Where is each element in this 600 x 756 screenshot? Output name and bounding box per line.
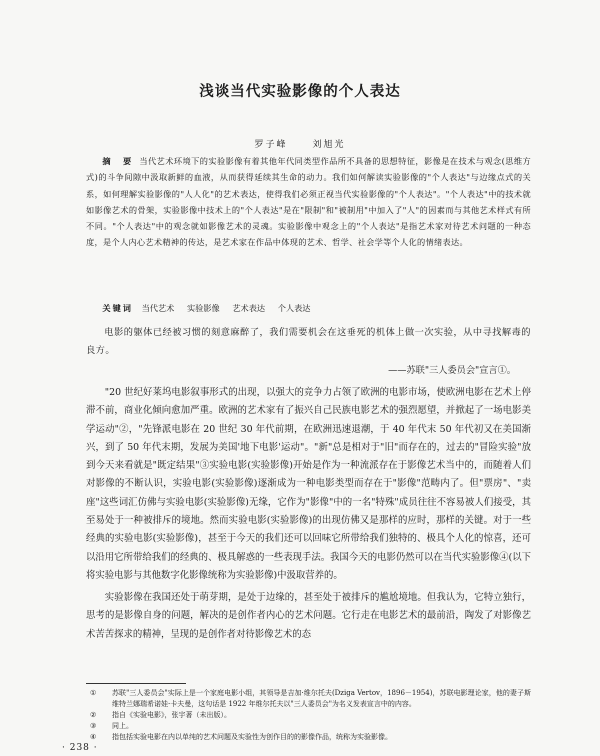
footnote xyxy=(86,732,531,743)
keywords-line xyxy=(86,300,531,316)
author-line xyxy=(0,137,600,150)
keyword: 实验影像 xyxy=(186,303,220,313)
keyword: 当代艺术 xyxy=(141,303,175,313)
footnote-divider xyxy=(86,683,186,684)
abstract-label: 摘 要 xyxy=(102,156,134,166)
footnote-text: 指自《实验电影》，张宇著（未出版）。 xyxy=(112,711,231,719)
footnote-mark: ③ xyxy=(90,722,97,730)
author-name: 刘旭光 xyxy=(312,140,346,150)
keywords-label: 关键词 xyxy=(102,303,133,313)
keyword: 艺术表达 xyxy=(232,303,266,313)
body-paragraph: 实验影像在我国还处于萌芽期，是处于边缘的，甚至处于被排斥的尴尬境地。但我认为，它特立独行，思考的是影像自身的问题，解决的是创作者内心的艺术问题。它行走在电影艺术的最前沿，陶发了对影像艺术苦苦探求的精神，呈现的是创作者对待影像艺术的态 xyxy=(86,592,531,640)
body-paragraph: "20 世纪好莱坞电影叙事形式的出现，以强大的竞争力占领了欧洲的电影市场，使欧洲电影在艺术上停滞不前，商业化倾向愈加严重。欧洲的艺术家有了振兴自己民族电影艺术的强烈愿望，并掀起了一场电影美学运动"②，"先锋派电影在 20 世纪 30 年代前期，在欧洲迅速退潮，于 40 年代末 50 年代初又在美国渐兴，到了 50 年代末期，发展为美国'地下电影'运动"。"新"总是相对于"旧"而存在的，过去的"冒险实验"放到今天来看就是"既定结果"③实验电影(实验影像)开始是作为一种流派存在于影像艺术当中的，而随着人们对影像的不断认识，实验电影(实验影像)逐渐成为一种电影类型而存在于"影像"范畴内了。但"票房"、"卖座"这些词汇仿佛与实验电影(实验影像)无缘，它作为"影像"中的一名"特殊"成员往往不容易被人们接受，其至易处于一种被排斥的境地。然而实验电影(实验影像)的出现仿佛又是那样的应时，那样的关键。对于一些经典的实验电影(实验影像)，甚至于今天的我们还可以回味它所带给我们独特的、极具个人化的惊喜，还可以沿用它所带给我们的经典的、极具解惑的一些表现手法。我国今天的电影仍然可以在当代实验影像④(以下将实验电影与其他数字化影像统称为实验影像)中汲取营养的。 xyxy=(86,387,531,581)
footnote-mark: ② xyxy=(90,711,97,719)
footnote-text: 苏联"三人委员会"实际上是一个家庭电影小组，其领导是吉加·维尔托夫(Dziga Vertov，1896－1954)，苏联电影理论家，他的妻子斯维特兰娜瑞希诺娃·卡夫曼，这句话是 1922 年维尔托夫以"三人委员会"为名义发表宣言中的内容。 xyxy=(112,689,531,708)
article-title: 浅谈当代实验影像的个人表达 xyxy=(199,83,401,100)
footnote xyxy=(86,710,531,721)
footnote-text: 指包括实验电影在内以单纯的艺术问题及实验性为创作目的的影像作品，统称为实验影像。 xyxy=(112,733,392,741)
epigraph-attribution: ——苏联"三人委员会"宣言①。 xyxy=(388,365,516,376)
page-number: · 238 · xyxy=(62,743,98,753)
footnote-text: 同上。 xyxy=(112,722,133,730)
footnote xyxy=(86,688,531,710)
footnote-mark: ④ xyxy=(90,733,97,741)
footnotes xyxy=(86,688,531,743)
abstract-text: 当代艺术环境下的实验影像有着其他年代同类型作品所不具备的思想特征，影像是在技术与观念(思维方式)的斗争间隙中汲取新鲜的血液，从而获得延续其生命的动力。我们如何解读实验影像的"个人表达"与边缘点式的关系，如何理解实验影像的"人人化"的艺术表达，使得我们必须正视当代实验影像的"个人表达"。"个人表达"中的技术就如影像艺术的骨架，实验影像中技术上的"个人表达"是在"限制"和"被制用"中加入了"人"的因素而与其他艺术样式有所不同。"个人表达"中的观念就如影像艺术的灵魂。实验影像中观念上的"个人表达"是指艺术家对待艺术问题的一种态度，是个人内心艺术精神的传达，是艺术家在作品中体现的艺术、哲学、社会学等个人化的情绪表达。 xyxy=(86,156,531,248)
footnote-mark: ① xyxy=(90,689,97,697)
footnote xyxy=(86,721,531,732)
abstract-block xyxy=(86,153,531,251)
keyword: 个人表达 xyxy=(277,303,311,313)
author-name: 罗子峰 xyxy=(254,140,288,150)
epigraph: 电影的躯体已经被习惯的刻意麻醉了，我们需要机会在这垂死的机体上做一次实验，从中寻找解毒的良方。 xyxy=(86,327,531,356)
abstract-paragraph xyxy=(86,153,531,251)
